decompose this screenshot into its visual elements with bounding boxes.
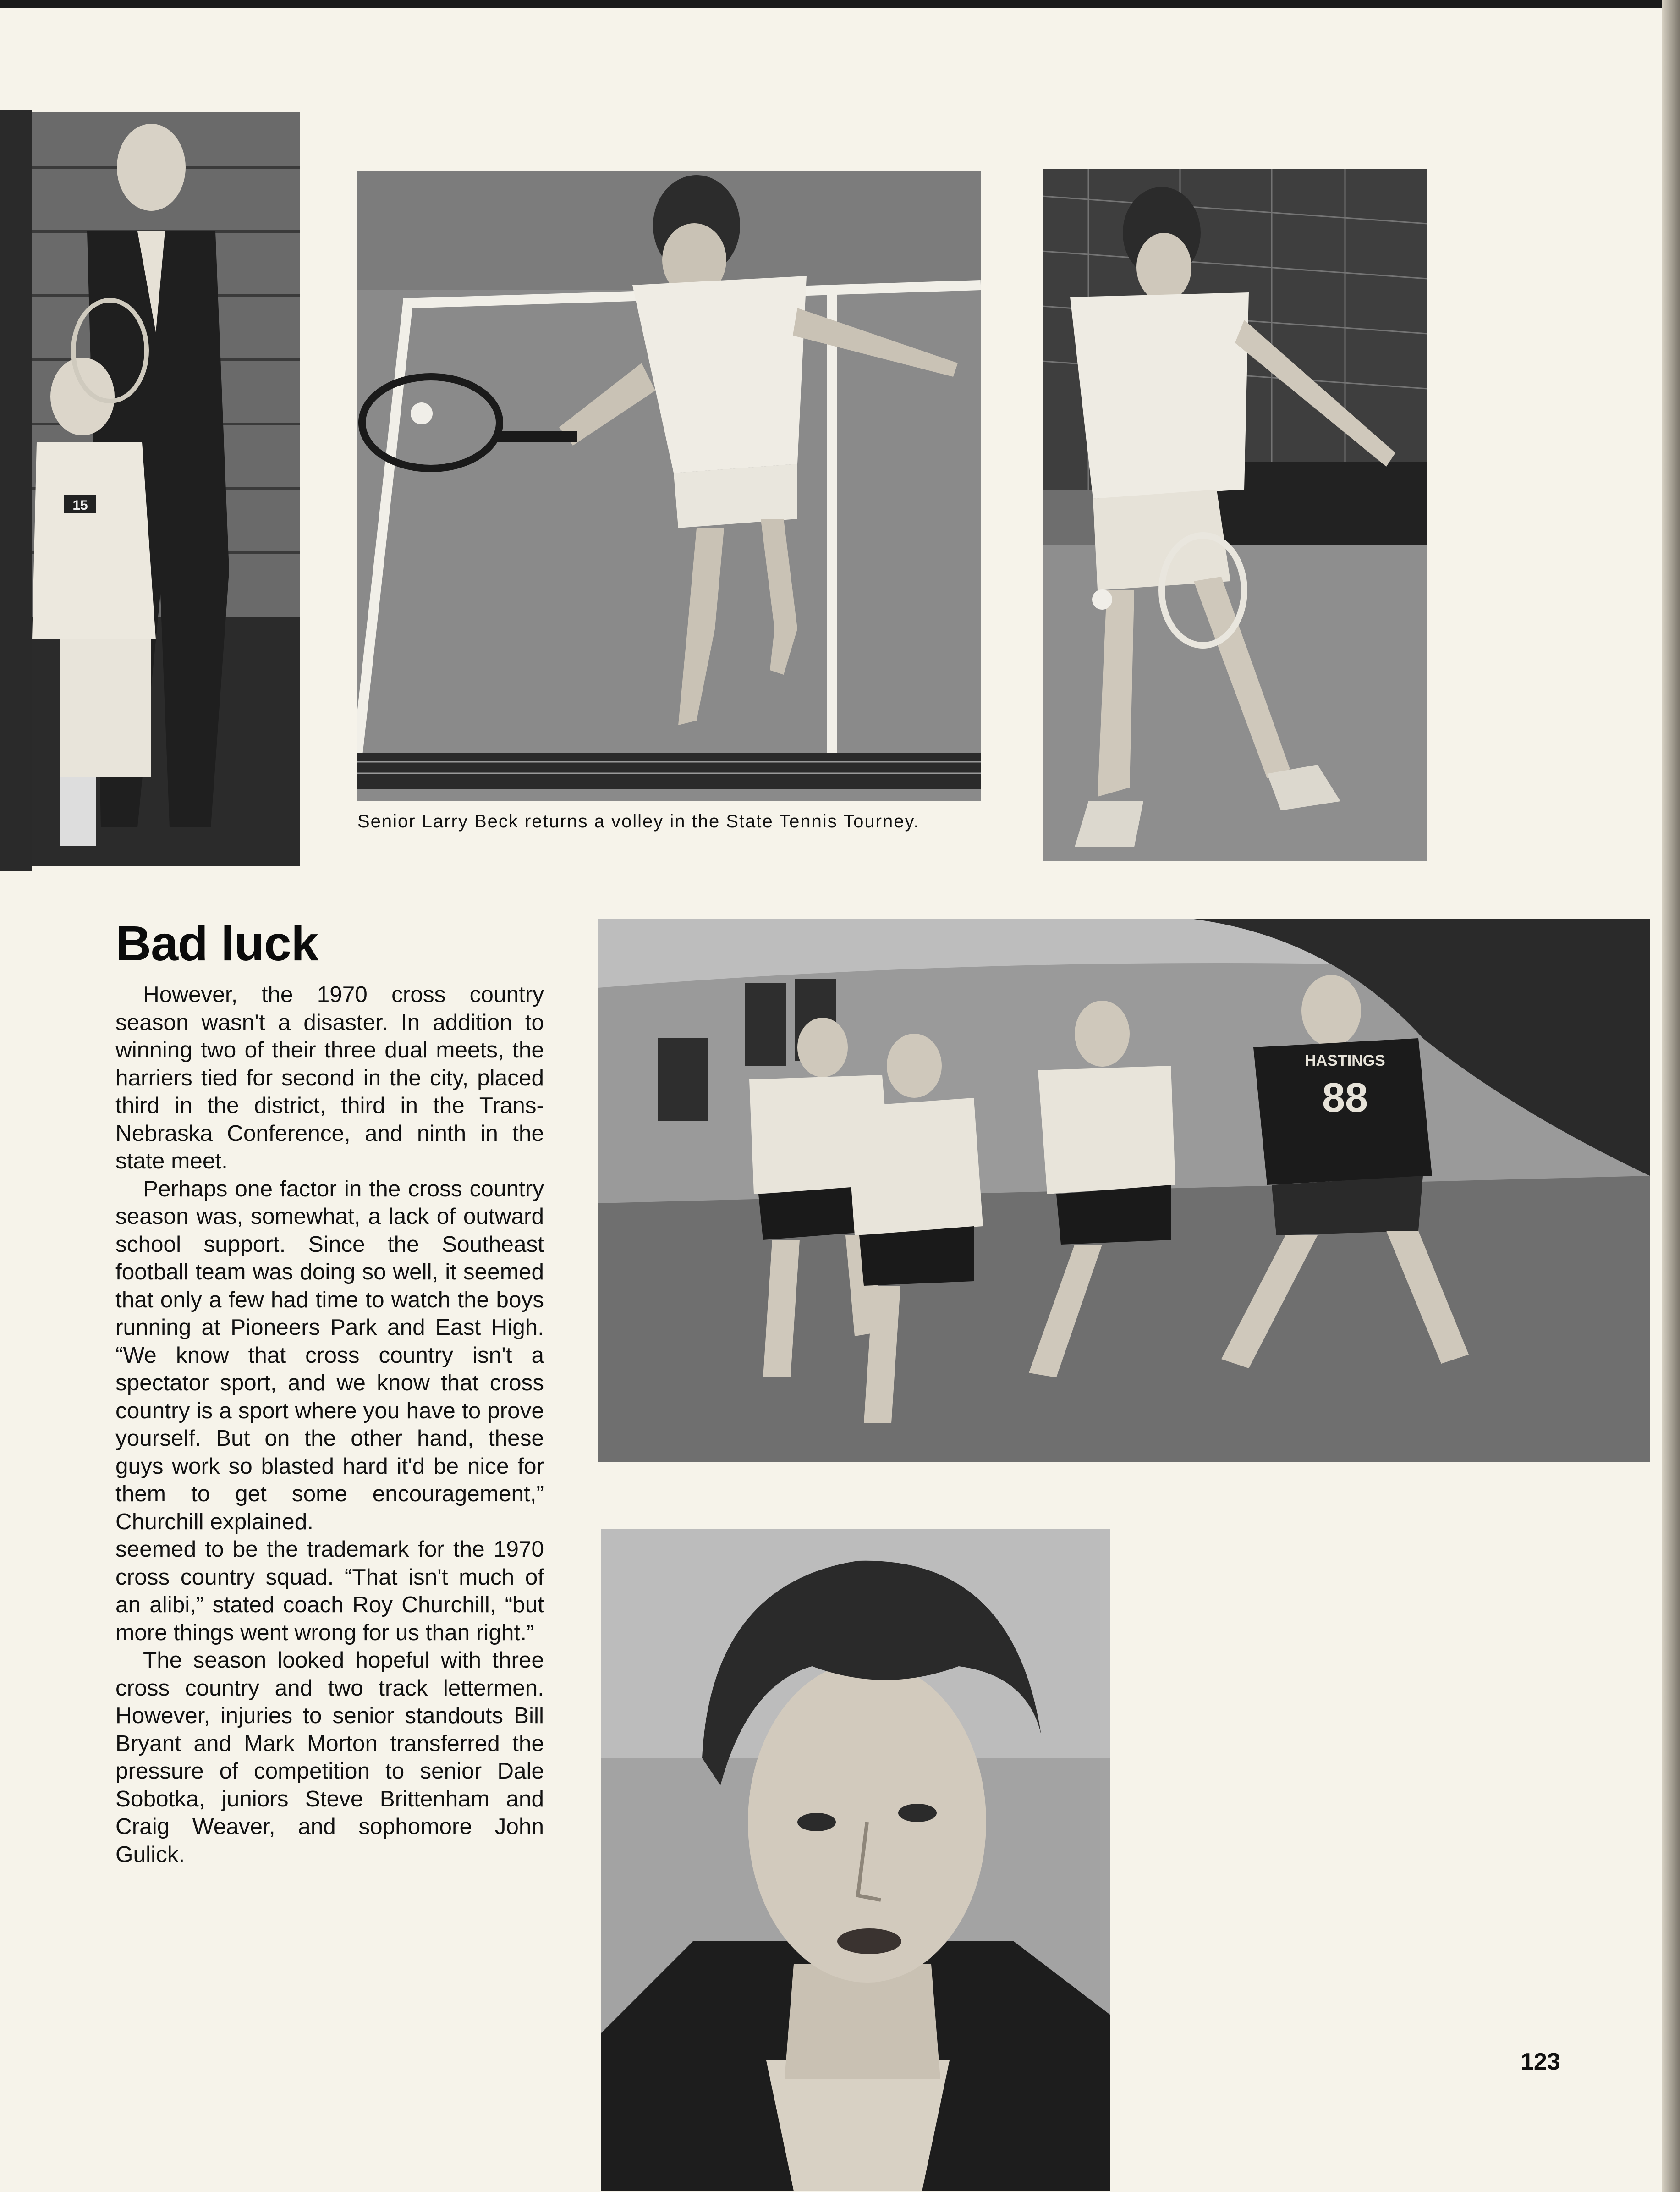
photo-runner-portrait [601, 1529, 1110, 2191]
paragraph: Perhaps one factor in the cross country season was, somewhat, a lack of outward school support. Since the Southeast football team was doing so well, it seemed that only a few had time to watch the boys running at Pioneers Park and East High. “We know that cross country isn't a spectator sport, and we know that cross country is a sport where you have to prove yourself. But on the other hand, these guys work so blasted hard it'd be nice for them to get some encouragement,” Churchill explained. [115, 1176, 544, 1534]
paragraph: However, the 1970 cross country season wasn't a disaster. In addition to winning two of their three dual meets, the harriers tied for second in the city, placed third in the district, third in the Trans-Nebraska Conference, and ninth in the state meet. [115, 982, 544, 1173]
page-number: 123 [1521, 2049, 1560, 2075]
player-jersey-number: 15 [72, 498, 88, 513]
hastings-jersey-text: HASTINGS [1305, 1052, 1385, 1069]
page-left-edge [0, 110, 32, 871]
section-heading: Bad luck [115, 915, 318, 971]
paragraph: The season looked hopeful with three cross country and two track lettermen. However, injuries to senior standouts Bill Bryant and Mark Morton transferred the pressure of competition to senior Dale Sobotka, juniors Steve Brittenham and Craig Weaver, and sophomore John Gulick. [115, 1647, 544, 1867]
paragraph: seemed to be the trademark for the 1970 cross country squad. “That isn't much of an alibi,” stated coach Roy Churchill, “but more things went wrong for us than right.” [115, 1537, 544, 1645]
photo-tennis-backhand [1043, 169, 1427, 861]
page-binding-edge [1662, 0, 1680, 2192]
photo-tennis-volley [357, 171, 981, 801]
runner-jersey-number: 88 [1322, 1075, 1368, 1121]
page-top-edge [0, 0, 1680, 8]
photo-coach-and-player [32, 112, 300, 866]
article-body [115, 981, 544, 1868]
photo-caption: Senior Larry Beck returns a volley in the State Tennis Tourney. [357, 811, 920, 832]
photo-cross-country-runners [598, 919, 1650, 1462]
